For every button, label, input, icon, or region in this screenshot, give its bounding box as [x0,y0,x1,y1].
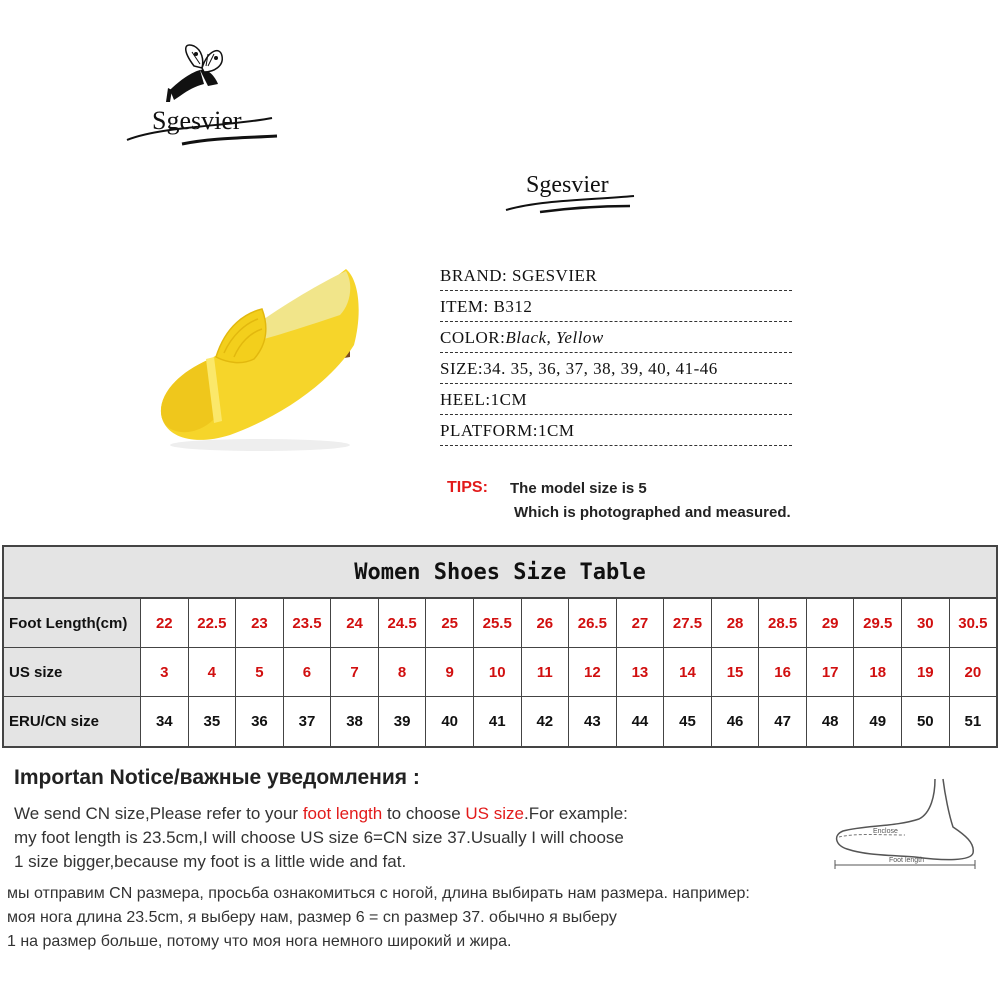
table-cell: 45 [664,697,712,746]
table-row-us-size [4,648,996,697]
table-cell: 40 [426,697,474,746]
table-cell: 28 [712,599,760,647]
table-cell: 18 [854,648,902,696]
table-cell: 16 [759,648,807,696]
table-cell: 49 [854,697,902,746]
row-header: ERU/CN size [4,697,141,746]
table-cell: 23.5 [284,599,332,647]
spec-value: 34. 35, 36, 37, 38, 39, 40, 41-46 [483,359,718,378]
notice-text: We send CN size,Please refer to your [14,804,303,823]
notice-ru-line-2: моя нога длина 23.5cm, я выберу нам, размер 6 = cn размер 37. обычно я выберу [7,909,617,926]
table-cell: 51 [964,713,982,730]
notice-en-line-1 [14,804,628,824]
brand-logo-small-text: Sgesvier [526,172,609,198]
spec-value: 1CM [538,421,575,440]
table-cell: 11 [522,648,570,696]
product-shoe-image [150,255,375,455]
logo-swoosh-icon [500,170,640,220]
table-cell: 7 [331,648,379,696]
butterfly-heel-icon [122,40,282,160]
table-cell: 47 [759,697,807,746]
tips-line-2: Which is photographed and measured. [514,504,791,521]
brand-logo [122,40,282,160]
table-cell: 23 [236,599,284,647]
spec-size [440,359,792,390]
table-row-eru-cn-size [4,697,996,746]
spec-color [440,328,792,359]
table-cell: 20 [964,663,982,681]
table-cell: 4 [189,648,237,696]
spec-label: COLOR: [440,328,506,347]
table-cell: 38 [331,697,379,746]
table-cell: 50 [902,697,950,746]
notice-highlight-us-size: US size [465,804,524,823]
spec-item [440,297,792,328]
table-cell: 22.5 [189,599,237,647]
table-cell: 42 [522,697,570,746]
row-header: US size [4,648,141,696]
spec-value: SGESVIER [507,266,598,285]
table-cell: 27.5 [664,599,712,647]
table-cell: 12 [569,648,617,696]
table-cell: 6 [284,648,332,696]
brand-logo-text: Sgesvier [152,106,242,135]
foot-measurement-diagram [825,775,990,870]
spec-label: PLATFORM: [440,421,539,440]
table-cell: 24.5 [379,599,427,647]
table-cell: 3 [141,648,189,696]
table-cell: 30 [902,599,950,647]
notice-en-line-3: 1 size bigger,because my foot is a little wide and fat. [14,852,407,871]
notice-text: to choose [382,804,466,823]
table-cell: 22 [141,599,189,647]
yellow-flat-shoe-icon [150,255,375,455]
size-table-title: Women Shoes Size Table [4,547,996,599]
enclose-label: Enclose [873,828,898,835]
spec-value: 1CM [490,390,528,409]
row-header: Foot Length(cm) [4,599,141,647]
tips-label: TIPS: [447,479,488,496]
spec-label: SIZE: [440,359,484,378]
notice-title: Importan Notice/важные уведомления : [14,766,420,789]
table-cell: 29.5 [854,599,902,647]
spec-value: Black, Yellow [505,328,604,347]
table-cell: 30.5 [958,614,988,632]
table-cell: 19 [902,648,950,696]
table-cell: 17 [807,648,855,696]
table-cell: 44 [617,697,665,746]
table-cell: 35 [189,697,237,746]
table-cell: 48 [807,697,855,746]
tips-line-1: The model size is 5 [510,480,647,497]
table-cell: 41 [474,697,522,746]
spec-brand [440,266,792,297]
spec-value: B312 [488,297,533,316]
foot-outline-icon [825,775,990,870]
table-cell: 25 [426,599,474,647]
notice-text: .For example: [523,804,628,823]
table-cell: 8 [379,648,427,696]
table-cell: 5 [236,648,284,696]
notice-highlight-foot-length: foot length [302,804,383,823]
table-cell: 29 [807,599,855,647]
spec-label: ITEM: [440,297,489,316]
table-cell: 14 [664,648,712,696]
size-table [2,545,998,748]
table-cell: 34 [141,697,189,746]
table-cell: 28.5 [759,599,807,647]
table-cell: 10 [474,648,522,696]
spec-platform [440,421,792,452]
table-cell: 9 [426,648,474,696]
table-cell: 46 [712,697,760,746]
table-cell: 37 [284,697,332,746]
table-cell: 27 [617,599,665,647]
table-cell: 25.5 [474,599,522,647]
table-cell: 36 [236,697,284,746]
brand-logo-small [500,170,640,220]
table-cell: 39 [379,697,427,746]
notice-ru-line-1: мы отправим CN размера, просьба ознакомиться с ногой, длина выбирать нам размера. например: [7,885,750,902]
table-cell: 13 [617,648,665,696]
foot-length-label: Foot length [889,857,925,864]
table-cell: 26.5 [569,599,617,647]
table-cell: 43 [569,697,617,746]
table-cell: 26 [522,599,570,647]
table-cell: 15 [712,648,760,696]
notice-en-line-2: my foot length is 23.5cm,I will choose US size 6=CN size 37.Usually I will choose [14,828,624,847]
table-row-foot-length [4,599,996,648]
table-cell: 24 [331,599,379,647]
spec-heel [440,390,792,421]
spec-label: HEEL: [440,390,491,409]
spec-label: BRAND: [440,266,508,285]
notice-ru-line-3: 1 на размер больше, потому что моя нога немного широкий и жира. [7,933,512,950]
